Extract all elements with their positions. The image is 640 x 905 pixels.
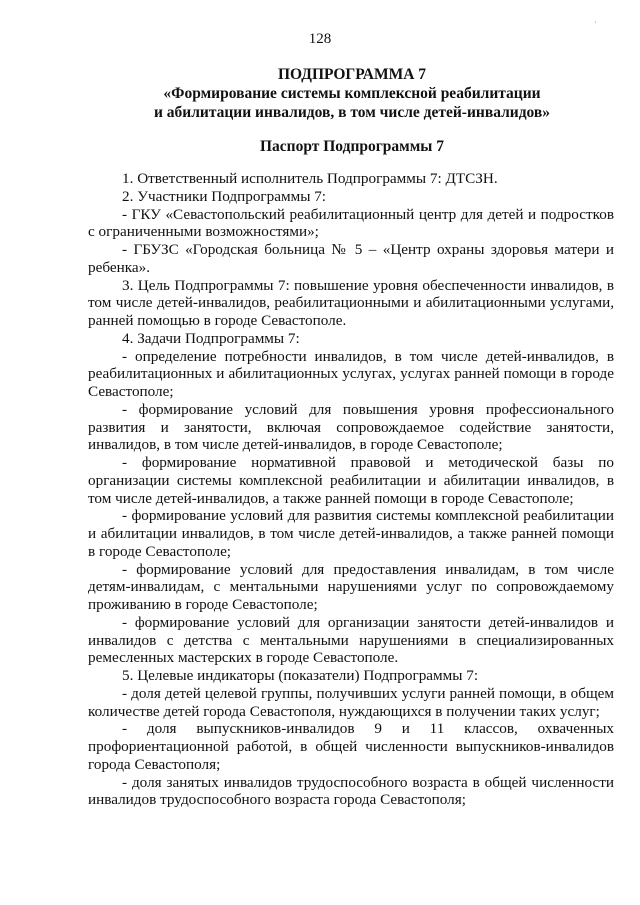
paragraph-task-4: - формирование условий для развития системы комплексной реабилитации и абилитации инвалидов, в том числе детей-инвалидов, а также ранней помощи в городе Севастополе;: [88, 507, 614, 560]
paragraph-indicators: 5. Целевые индикаторы (показатели) Подпрограммы 7:: [122, 667, 479, 684]
paragraph-participants: 2. Участники Подпрограммы 7:: [122, 187, 327, 205]
passport-heading: Паспорт Подпрограммы 7: [259, 138, 445, 155]
paragraph-goal: 3. Цель Подпрограммы 7: повышение уровня обеспеченности инвалидов, в том числе детей-инвалидов, реабилитационными и абилитационными услугами, ранней помощью в городе Севастополе.: [88, 276, 614, 329]
title-line-2: «Формирование системы комплексной реабилитации: [163, 85, 541, 102]
corner-mark: ·: [594, 18, 597, 27]
paragraph-task-2: - формирование условий для повышения уровня профессионального развития и занятости, включая сопровождаемое содействие занятости, инвалидов, в том числе детей-инвалидов, в городе Севастополе;: [88, 400, 614, 454]
paragraph-task-5: - формирование условий для предоставления инвалидам, в том числе детям-инвалидам, с ментальными нарушениями услуг по сопровождаемому проживанию в городе Севастополе;: [88, 560, 614, 613]
paragraph-task-3: - формирование нормативной правовой и методической базы по организации системы комплексной реабилитации и абилитации инвалидов, в том числе детей-инвалидов, а также ранней помощи в городе Севастополе;: [88, 454, 614, 507]
document-body: [88, 170, 614, 809]
paragraph-indicator-1: - доля детей целевой группы, получивших услуги ранней помощи, в общем количестве детей города Севастополя, нуждающихся в получении таких услуг;: [88, 684, 614, 720]
paragraph-tasks: 4. Задачи Подпрограммы 7:: [122, 329, 300, 347]
paragraph-indicator-3: - доля занятых инвалидов трудоспособного возраста в общей численности инвалидов трудоспособного возраста города Севастополя;: [88, 773, 614, 809]
title-line-1: ПОДПРОГРАММА 7: [277, 66, 427, 83]
title-line-3: и абилитации инвалидов, в том числе детей-инвалидов»: [153, 104, 551, 121]
paragraph-task-1: - определение потребности инвалидов, в том числе детей-инвалидов, в реабилитационных и абилитационных услугах, услугах ранней помощи в городе Севастополе;: [88, 347, 614, 400]
paragraph-participant-gku: - ГКУ «Севастопольский реабилитационный центр для детей и подростков с ограниченными возможностями»;: [88, 205, 614, 241]
document-title: [88, 65, 616, 122]
paragraph-indicator-2: - доля выпускников-инвалидов 9 и 11 классов, охваченных профориентационной работой, в общей численности выпускников-инвалидов города Севастополя;: [88, 720, 614, 773]
page-number: 128: [308, 31, 332, 47]
paragraph-participant-gbuzs: - ГБУЗС «Городская больница № 5 – «Центр охраны здоровья матери и ребенка».: [88, 241, 614, 276]
paragraph-executor: 1. Ответственный исполнитель Подпрограммы 7: ДТСЗН.: [122, 170, 498, 187]
paragraph-task-6: - формирование условий для организации занятости детей-инвалидов и инвалидов с детства с ментальными нарушениями в специализированных ремесленных мастерских в городе Севастополе.: [88, 613, 614, 667]
